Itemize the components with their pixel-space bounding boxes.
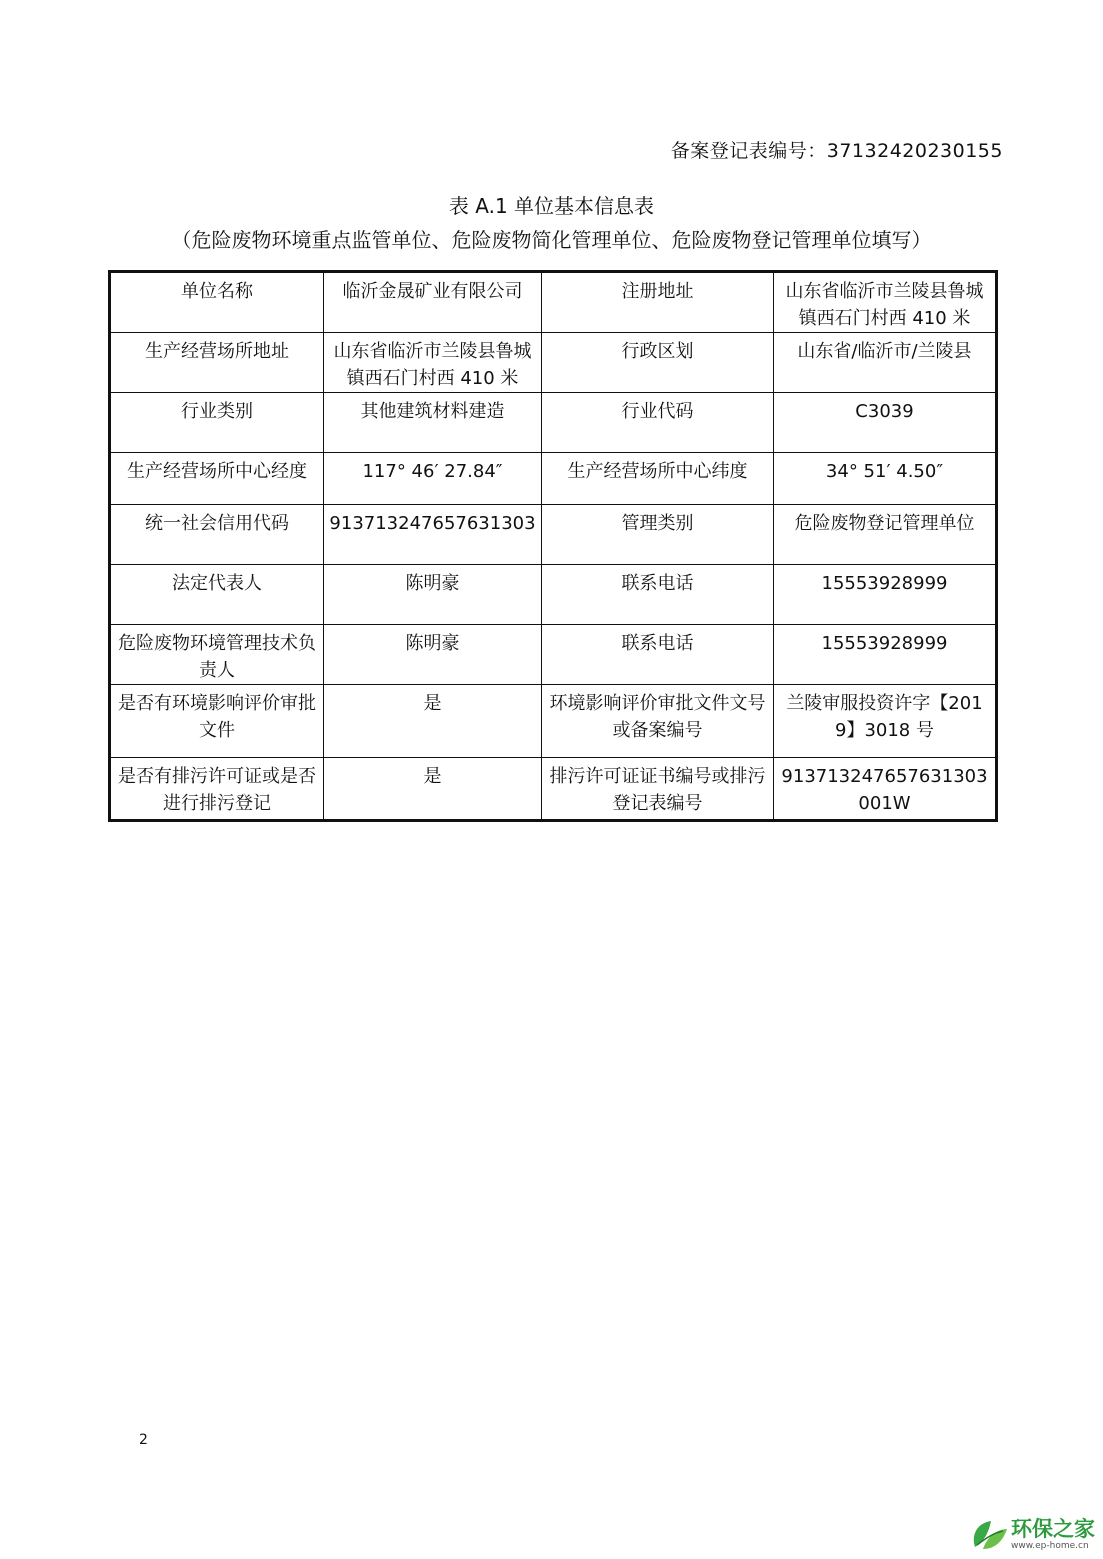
field-label: 统一社会信用代码	[110, 505, 324, 565]
table-row	[110, 333, 997, 393]
field-value: 15553928999	[774, 625, 997, 685]
field-value: 山东省临沂市兰陵县鲁城镇西石门村西 410 米	[774, 272, 997, 333]
field-label: 注册地址	[542, 272, 774, 333]
field-label: 环境影响评价审批文件文号或备案编号	[542, 685, 774, 758]
field-label: 行业类别	[110, 393, 324, 453]
registration-number: 备案登记表编号：37132420230155	[670, 140, 1003, 162]
field-value: 陈明豪	[324, 565, 542, 625]
field-label: 生产经营场所中心经度	[110, 453, 324, 505]
table-subtitle: （危险废物环境重点监管单位、危险废物简化管理单位、危险废物登记管理单位填写）	[171, 228, 932, 252]
field-label: 生产经营场所地址	[110, 333, 324, 393]
field-label: 联系电话	[542, 625, 774, 685]
field-value: 117° 46′ 27.84″	[324, 453, 542, 505]
table-title: 表 A.1 单位基本信息表	[448, 194, 655, 218]
unit-info-table	[108, 270, 998, 822]
field-value: 是	[324, 758, 542, 821]
field-label: 单位名称	[110, 272, 324, 333]
field-label: 生产经营场所中心纬度	[542, 453, 774, 505]
table-row	[110, 453, 997, 505]
watermark-logo	[969, 1517, 1095, 1553]
field-label: 行政区划	[542, 333, 774, 393]
table-row	[110, 625, 997, 685]
field-value: 危险废物登记管理单位	[774, 505, 997, 565]
field-value: 陈明豪	[324, 625, 542, 685]
field-value: 其他建筑材料建造	[324, 393, 542, 453]
field-value: 913713247657631303001W	[774, 758, 997, 821]
field-value: 913713247657631303	[324, 505, 542, 565]
field-label: 法定代表人	[110, 565, 324, 625]
field-label: 是否有环境影响评价审批文件	[110, 685, 324, 758]
table-row	[110, 565, 997, 625]
field-value: 是	[324, 685, 542, 758]
table-row	[110, 685, 997, 758]
logo-url: www.ep-home.cn	[1011, 1541, 1089, 1551]
field-value: 兰陵审服投资许字【2019】3018 号	[774, 685, 997, 758]
field-value: C3039	[774, 393, 997, 453]
field-value: 临沂金晟矿业有限公司	[324, 272, 542, 333]
table-row	[110, 393, 997, 453]
logo-name: 环保之家	[1011, 1517, 1095, 1541]
field-value: 15553928999	[774, 565, 997, 625]
field-label: 管理类别	[542, 505, 774, 565]
page-number: 2	[139, 1432, 148, 1448]
table-row	[110, 758, 997, 821]
leaf-logo-icon	[969, 1517, 1009, 1553]
table-row	[110, 272, 997, 333]
field-value: 34° 51′ 4.50″	[774, 453, 997, 505]
field-label: 行业代码	[542, 393, 774, 453]
field-value: 山东省临沂市兰陵县鲁城镇西石门村西 410 米	[324, 333, 542, 393]
table-row	[110, 505, 997, 565]
field-label: 是否有排污许可证或是否进行排污登记	[110, 758, 324, 821]
field-label: 联系电话	[542, 565, 774, 625]
field-label: 危险废物环境管理技术负责人	[110, 625, 324, 685]
field-label: 排污许可证证书编号或排污登记表编号	[542, 758, 774, 821]
field-value: 山东省/临沂市/兰陵县	[774, 333, 997, 393]
